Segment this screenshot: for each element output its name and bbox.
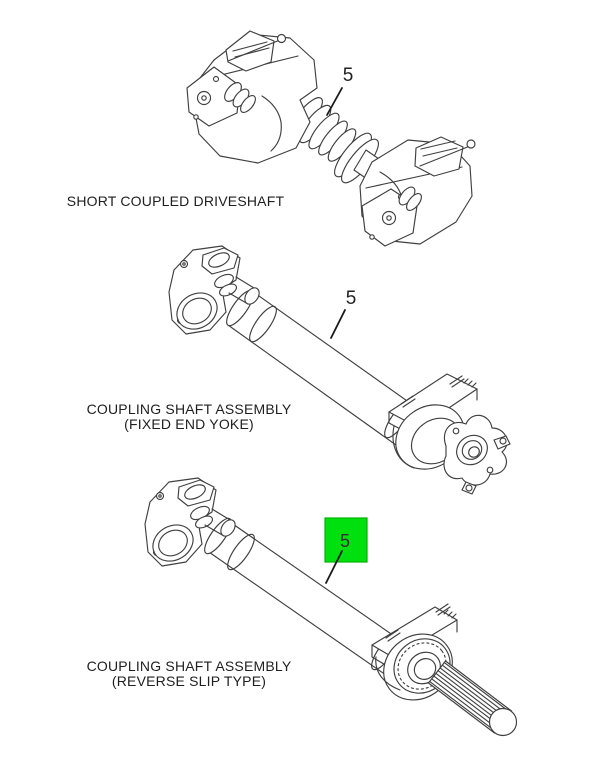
callout-leader-line-1 — [327, 88, 342, 115]
callout-leader-line-2 — [331, 310, 345, 338]
callout-number-3: 5 — [339, 531, 351, 551]
caption-line: SHORT COUPLED DRIVESHAFT — [66, 193, 285, 209]
coupling-shaft-reverse-slip-figure — [145, 478, 517, 736]
center-bearing-and-slip-spline — [371, 604, 517, 736]
caption-reverse-slip-type — [79, 659, 299, 689]
caption-fixed-end-yoke — [79, 402, 299, 432]
center-bearing-and-flange — [383, 374, 510, 494]
callout-number-1: 5 — [342, 65, 354, 86]
splined-slip-shaft — [429, 661, 517, 736]
caption-line: COUPLING SHAFT ASSEMBLY — [86, 401, 292, 417]
short-coupled-driveshaft-figure — [187, 31, 475, 246]
caption-short-coupled-driveshaft — [38, 194, 313, 209]
coupling-shaft-fixed-end-yoke-figure — [169, 246, 510, 494]
right-yoke — [360, 137, 475, 246]
caption-line: COUPLING SHAFT ASSEMBLY — [86, 658, 292, 674]
flange-face — [444, 415, 507, 485]
caption-line: (REVERSE SLIP TYPE) — [111, 673, 267, 689]
left-yoke — [187, 31, 317, 163]
callout-number-2: 5 — [345, 288, 357, 309]
caption-line: (FIXED END YOKE) — [124, 416, 254, 432]
